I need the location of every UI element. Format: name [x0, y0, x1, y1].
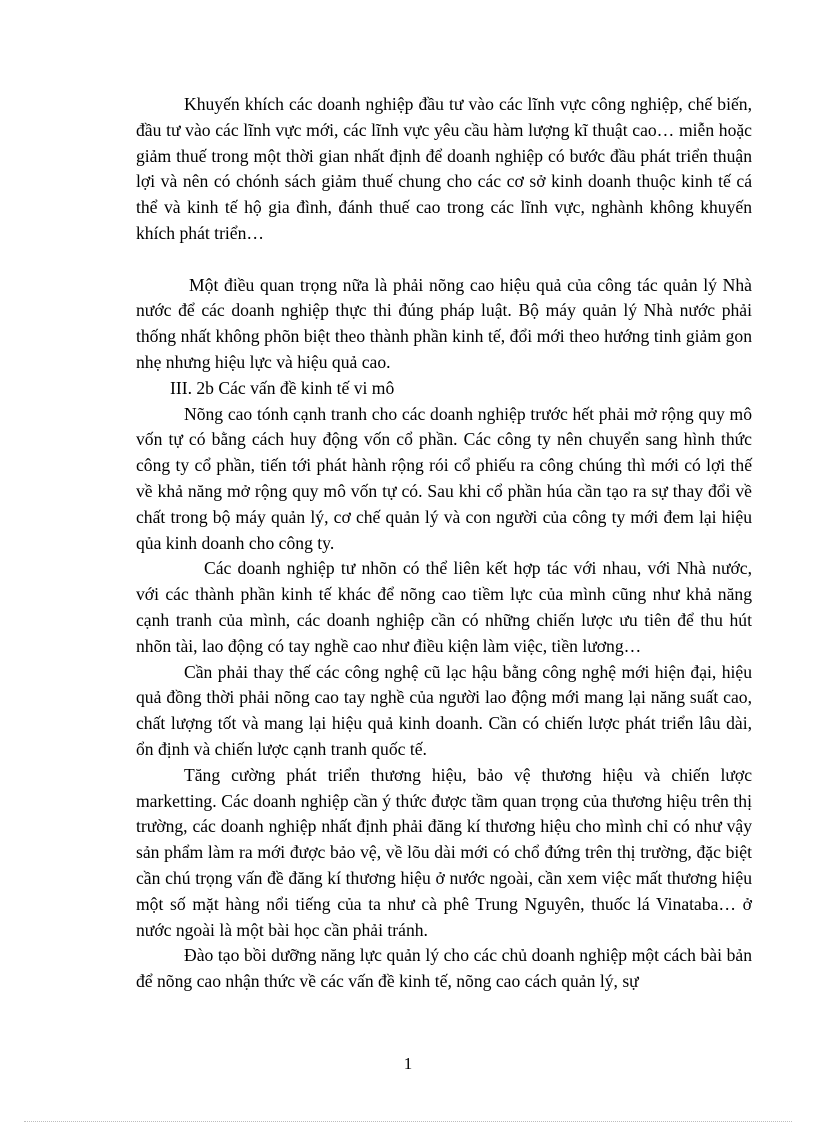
page-number: 1: [403, 1054, 413, 1073]
page-divider: [24, 1121, 792, 1122]
paragraph-cooperation: Các doanh nghiệp tư nhõn có thể liên kết hợp tác với nhau, với Nhà nước, với các thành phần kinh tế khác để nõng cao tiềm lực của mình cũng như khả năng cạnh tranh của mình, các doanh nghiệp cần có những chiến lược ưu tiên để thu hút nhõn tài, lao động có tay nghề cao như điều kiện làm việc, tiền lương…: [136, 558, 752, 656]
paragraph-technology: Cần phải thay thế các công nghệ cũ lạc hậu bằng công nghệ mới hiện đại, hiệu quả đồng thời phải nõng cao tay nghề của người lao động mới mang lại năng suất cao, chất lượng tốt và mang lại hiệu quả kinh doanh. Cần có chiến lược phát triển lâu dài, ổn định và chiến lược cạnh tranh quốc tế.: [136, 661, 752, 759]
paragraph-training: Đào tạo bồi dưỡng năng lực quản lý cho các chủ doanh nghiệp một cách bài bản để nõng cao nhận thức về các vấn đề kinh tế, nõng cao cách quản lý, sự: [136, 945, 752, 992]
body-text: [136, 92, 752, 995]
section-heading: III. 2b Các vấn đề kinh tế vi mô: [170, 377, 395, 398]
paragraph-branding: Tăng cường phát triển thương hiệu, bảo vệ thương hiệu và chiến lược marketting. Các doanh nghiệp cần ý thức được tầm quan trọng của thương hiệu trên thị trường, các doanh nghiệp nhất định phải đăng kí thương hiệu cho mình chỉ có như vậy sản phẩm làm ra mới được bảo vệ, về lõu dài mới có chổ đứng trên thị trường, đặc biệt cần chú trọng vấn đề đăng kí thương hiệu ở nước ngoài, cần xem việc mất thương hiệu một số mặt hàng nổi tiếng của ta như cà phê Trung Nguyên, thuốc lá Vinataba… ở nước ngoài là một bài học cần phải tránh.: [136, 764, 752, 940]
paragraph-tax-incentives: Khuyến khích các doanh nghiệp đầu tư vào các lĩnh vực công nghiệp, chế biến, đầu tư vào các lĩnh vực mới, các lĩnh vực yêu cầu hàm lượng kĩ thuật cao… miễn hoặc giảm thuế trong một thời gian nhất định để doanh nghiệp có bước đầu phát triển thuận lợi và nên có chónh sách giảm thuế chung cho các cơ sở kinh doanh thuộc kinh tế cá thể và kinh tế hộ gia đình, đánh thuế cao trong các lĩnh vực, nghành không khuyến khích phát triển…: [136, 94, 752, 243]
paragraph-capital-expansion: Nõng cao tónh cạnh tranh cho các doanh nghiệp trước hết phải mở rộng quy mô vốn tự có bằng cách huy động vốn cổ phần. Các công ty nên chuyển sang hình thức công ty cổ phần, tiến tới phát hành rộng rói cổ phiếu ra công chúng thì mới có lợi thế về khả năng mở rộng quy mô vốn tự có. Sau khi cổ phần húa cần tạo ra sự thay đổi về chất trong bộ máy quản lý, cơ chế quản lý và con người của công ty mới đem lại hiệu qủa kinh doanh cho công ty.: [136, 403, 752, 553]
paragraph-state-management: Một điều quan trọng nữa là phải nõng cao hiệu quả của công tác quản lý Nhà nước để các doanh nghiệp thực thi đúng pháp luật. Bộ máy quản lý Nhà nước phải thống nhất không phõn biệt theo thành phần kinh tế, đổi mới theo hướng tinh giảm gon nhẹ nhưng hiệu lực và hiệu quả cao.: [136, 274, 752, 372]
